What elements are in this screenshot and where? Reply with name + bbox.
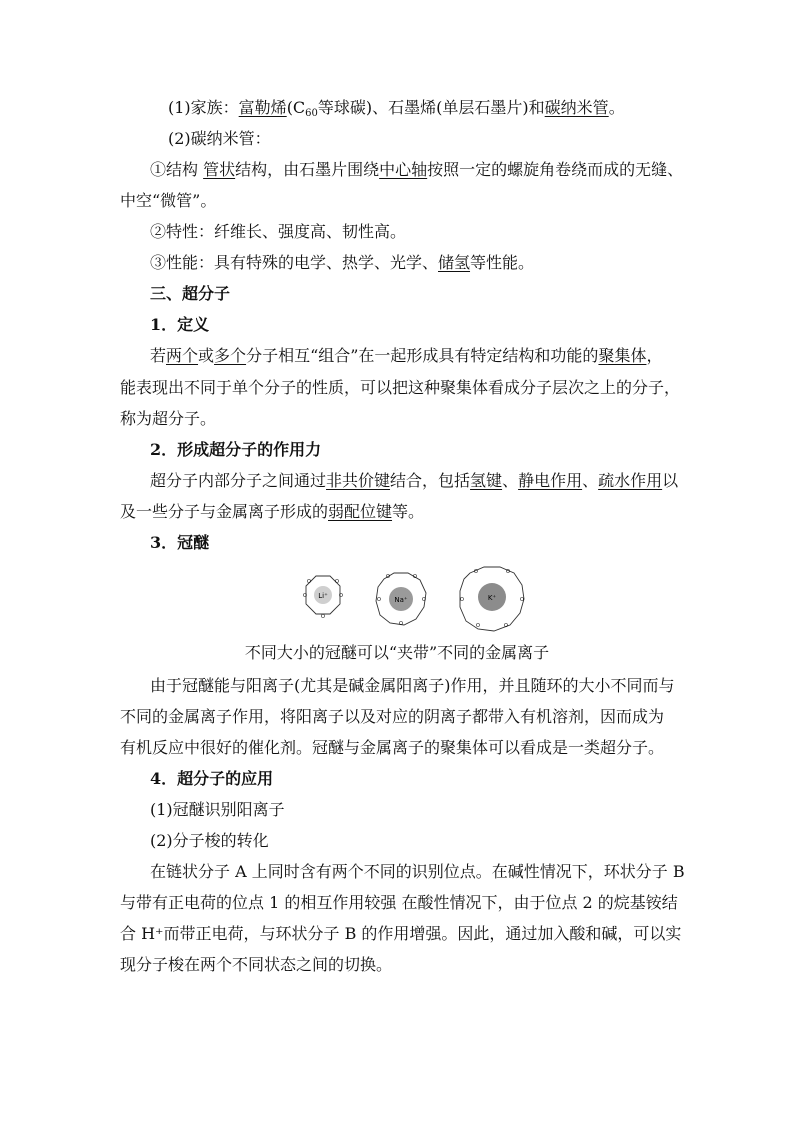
subheading-applications: 4．超分子的应用 [150,769,274,788]
paragraph-definition [150,345,662,367]
term-tubular: 管状 [203,160,236,179]
text: 超分子内部分子之间通过 [150,471,327,490]
text: 若 [150,346,167,365]
term-graphene: 石墨烯 [388,98,437,117]
oxygen-label: O [422,597,426,603]
term-noncovalent: 非共价键 [326,471,391,490]
heading-nanotube: (2)碳纳米管： [168,129,271,148]
paragraph-shuttle-end: 现分子梭在两个不同状态之间的切换。 [120,955,393,974]
term-multiple: 多个 [214,346,247,365]
k-label: K⁺ [487,594,497,602]
term-hydrogen-bond: 氢键 [470,471,503,490]
oxygen-label: O [460,597,464,603]
figure-caption: 不同大小的冠醚可以“夹带”不同的金属离子 [244,643,550,662]
text: (C [286,98,306,117]
oxygen-label: O [474,569,478,575]
paragraph-crown-ether: 由于冠醚能与阳离子(尤其是碱金属阳离子)作用，并且随环的大小不同而与 [150,676,675,695]
paragraph-crown-ether-end: 有机反应中很好的催化剂。冠醚与金属离子的聚集体可以看成是一类超分子。 [120,738,665,757]
term-weak-coordination: 弱配位键 [328,502,393,521]
text: 结合，包括 [390,471,471,490]
text: 结构，由石墨片围绕 [235,160,380,179]
oxygen-label: O [307,579,311,585]
oxygen-label: O [339,593,343,599]
term-hydrophobic: 疏水作用 [598,471,663,490]
paragraph-forces-cont [120,501,424,523]
list-item-shuttle: (2)分子梭的转化 [150,831,269,850]
subheading-crown-ether: 3．冠醚 [150,533,210,552]
term-fullerene: 富勒烯 [238,98,287,117]
crown-ether-small [303,576,343,620]
subheading-forces: 2．形成超分子的作用力 [150,440,322,459]
paragraph-structure [150,159,683,181]
text: ， [646,346,663,365]
crown-ether-figure [292,563,532,635]
text: 分子相互“组合”在一起形成具有特定结构和功能的 [246,346,599,365]
text: 或 [198,346,215,365]
oxygen-label: O [386,574,390,580]
text: 、 [582,471,599,490]
text: 等性能。 [470,253,535,272]
oxygen-label: O [476,623,480,629]
oxygen-label: O [504,623,508,629]
oxygen-label: O [520,597,524,603]
paragraph-performance [150,252,534,274]
text: (1)家族： [168,98,239,117]
crown-ether-medium [376,573,426,627]
text: 等。 [392,502,425,521]
oxygen-label: O [321,614,325,620]
text: 及一些分子与金属离子形成的 [120,502,329,521]
oxygen-label: O [377,597,381,603]
oxygen-label: O [335,579,339,585]
paragraph-shuttle-cont2: 合 H⁺而带正电荷，与环状分子 B 的作用增强。因此，通过加入酸和碱，可以实 [120,924,682,943]
text: ①结构 [150,160,199,179]
paragraph-crown-ether-cont: 不同的金属离子作用，将阳离子以及对应的阴离子都带入有机溶剂，因而成为 [120,707,665,726]
text: 、 [502,471,519,490]
paragraph-forces [150,470,678,492]
paragraph-shuttle: 在链状分子 A 上同时含有两个不同的识别位点。在碱性情况下，环状分子 B [150,862,685,881]
text: 等球碳)、 [317,98,389,117]
paragraph-family [168,97,625,125]
subheading-definition: 1．定义 [150,315,210,334]
term-two: 两个 [166,346,199,365]
paragraph-structure-cont: 中空“微管”。 [120,191,217,210]
term-central-axis: 中心轴 [379,160,428,179]
term-nanotube: 碳纳米管 [544,98,609,117]
text: 按照一定的螺旋角卷绕而成的无缝、 [427,160,684,179]
text: ③性能：具有特殊的电学、热学、光学、 [150,253,439,272]
crown-ether-large [460,567,524,631]
oxygen-label: O [413,574,417,580]
term-aggregate: 聚集体 [598,346,647,365]
oxygen-label: O [303,593,307,599]
li-label: Li⁺ [318,592,328,600]
oxygen-label: O [506,569,510,575]
section-heading-supramolecule: 三、超分子 [150,284,231,303]
term-electrostatic: 静电作用 [518,471,583,490]
text: 。 [608,98,625,117]
text: 以 [662,471,679,490]
paragraph-property: ②特性：纤维长、强度高、韧性高。 [150,222,407,241]
list-item-recognition: (1)冠醚识别阳离子 [150,800,285,819]
paragraph-shuttle-cont: 与带有正电荷的位点 1 的相互作用较强 在酸性情况下，由于位点 2 的烷基铵结 [120,893,678,912]
na-label: Na⁺ [394,596,408,604]
paragraph-definition-end: 称为超分子。 [120,409,217,428]
term-hydrogen-storage: 储氢 [438,253,471,272]
oxygen-label: O [399,621,403,627]
paragraph-definition-cont: 能表现出不同于单个分子的性质，可以把这种聚集体看成分子层次之上的分子， [120,378,681,397]
subscript: 60 [305,108,318,119]
text: (单层石墨片)和 [436,98,545,117]
